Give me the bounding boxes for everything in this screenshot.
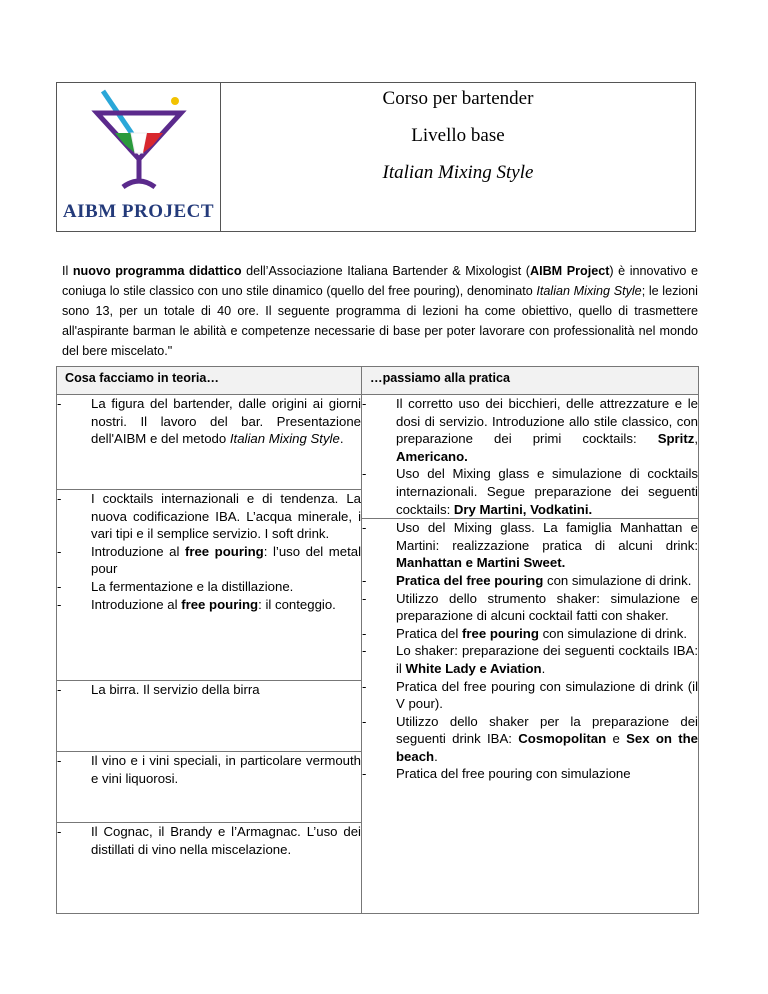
- list-item: - Il corretto uso dei bicchieri, delle attrezzature e le dosi di servizio. Introduzione allo stile classico, con preparazione dei primi cocktails: Spritz, Americano.: [362, 395, 698, 465]
- theory-cell-1: [57, 395, 362, 490]
- title-line-2: Livello base: [411, 125, 505, 146]
- theory-cell-4: [57, 752, 362, 823]
- column-header-practice: …passiamo alla pratica: [362, 367, 699, 395]
- list-item: - Introduzione al free pouring: il conteggio.: [57, 596, 361, 614]
- header-box: [56, 82, 696, 232]
- list-item: - Uso del Mixing glass e simulazione di cocktails internazionali. Segue preparazione dei seguenti cocktails: Dry Martini, Vodkatini.: [362, 465, 698, 518]
- logo-text: AIBM PROJECT: [62, 201, 215, 222]
- list-item: - I cocktails internazionali e di tendenza. La nuova codificazione IBA. L’acqua minerale, i vari tipi e il semplice servizio. I soft drink.: [57, 490, 361, 543]
- list-item: - Introduzione al free pouring: l’uso del metal pour: [57, 543, 361, 578]
- list-item: - Utilizzo dello strumento shaker: simulazione e preparazione di alcuni cocktail fatti con shaker.: [362, 590, 698, 625]
- practice-cell-1: [362, 395, 699, 519]
- course-title: [221, 83, 695, 231]
- list-item: - Pratica del free pouring con simulazione di drink (il V pour).: [362, 678, 698, 713]
- list-item: - Lo shaker: preparazione dei seguenti cocktails IBA: il White Lady e Aviation.: [362, 642, 698, 677]
- theory-cell-3: [57, 681, 362, 752]
- theory-cell-2: [57, 490, 362, 681]
- list-item: - La birra. Il servizio della birra: [57, 681, 361, 699]
- list-item: - Pratica del free pouring con simulazione di drink.: [362, 625, 698, 643]
- list-item: - Uso del Mixing glass. La famiglia Manhattan e Martini: realizzazione pratica di alcuni drink: Manhattan e Martini Sweet.: [362, 519, 698, 572]
- title-line-3: Italian Mixing Style: [382, 162, 534, 183]
- list-item: - Il Cognac, il Brandy e l’Armagnac. L’uso dei distillati di vino nella miscelazione.: [57, 823, 361, 858]
- cocktail-glass-icon: [79, 87, 199, 199]
- logo: [57, 83, 221, 231]
- theory-cell-5: [57, 823, 362, 914]
- list-item: - La fermentazione e la distillazione.: [57, 578, 361, 596]
- list-item: - Pratica del free pouring con simulazione: [362, 765, 698, 783]
- program-table: [56, 366, 699, 914]
- list-item: - Utilizzo dello shaker per la preparazione dei seguenti drink IBA: Cosmopolitan e Sex on the beach.: [362, 713, 698, 766]
- intro-paragraph: Il nuovo programma didattico dell’Associazione Italiana Bartender & Mixologist (AIBM Project) è innovativo e coniuga lo stile classico con uno stile dinamico (quello del free pouring), denominato Italian Mixing Style; le lezioni sono 13, per un totale di 40 ore. Il seguente programma di lezioni ha come obiettivo, quello di trasmettere all'aspirante barman le abilità e competenze necessarie di base per poter lavorare con professionalità nel mondo del bere miscelato.": [62, 264, 698, 358]
- list-item: - Pratica del free pouring con simulazione di drink.: [362, 572, 698, 590]
- column-header-theory: Cosa facciamo in teoria…: [57, 367, 362, 395]
- list-item: - Il vino e i vini speciali, in particolare vermouth e vini liquorosi.: [57, 752, 361, 787]
- title-line-1: Corso per bartender: [382, 88, 534, 109]
- practice-cell-2: [362, 519, 699, 914]
- list-item: - La figura del bartender, dalle origini ai giorni nostri. Il lavoro del bar. Presentazione dell'AIBM e del metodo Italian Mixing Style.: [57, 395, 361, 448]
